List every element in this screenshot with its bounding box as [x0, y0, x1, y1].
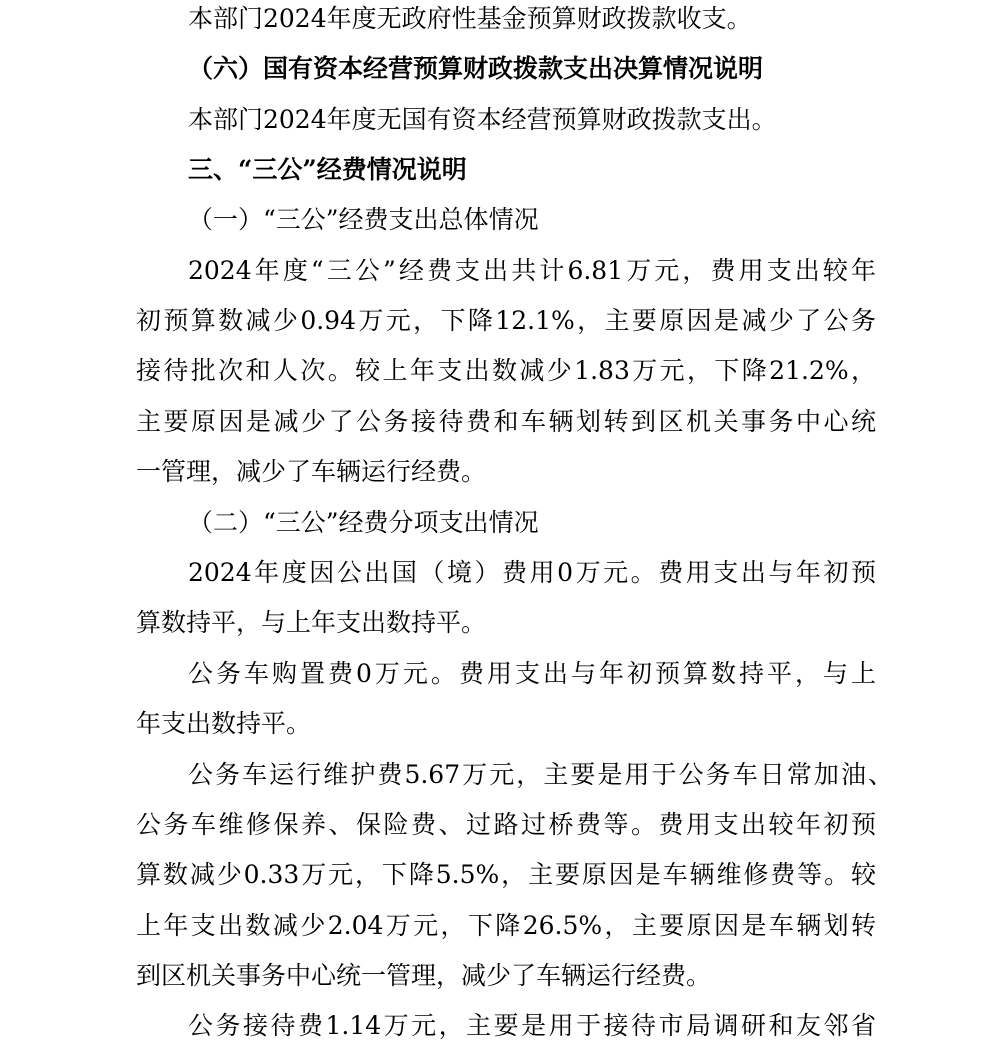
- paragraph-overall-line: 接待批次和人次。较上年支出数减少1.83万元，下降21.2%，: [136, 356, 876, 385]
- paragraph-overall-line: 一管理，减少了车辆运行经费。: [136, 457, 487, 486]
- subheading-state-capital: （六）国有资本经营预算财政拨款支出决算情况说明: [188, 54, 764, 83]
- paragraph-vehicle-purchase-line: 公务车购置费0万元。费用支出与年初预算数持平，与上: [188, 659, 876, 688]
- paragraph-overall-line: 初预算数减少0.94万元，下降12.1%，主要原因是减少了公务: [136, 306, 876, 335]
- subheading-overall: （一）“三公”经费支出总体情况: [188, 205, 539, 234]
- paragraph-overall-line: 主要原因是减少了公务接待费和车辆划转到区机关事务中心统: [136, 407, 876, 436]
- paragraph-vehicle-operation-line: 公务车运行维护费5.67万元，主要是用于公务车日常加油、: [188, 760, 893, 789]
- paragraph-zero-government-fund: 本部门2024年度无政府性基金预算财政拨款收支。: [188, 4, 752, 33]
- paragraph-vehicle-operation-line: 上年支出数减少2.04万元，下降26.5%，主要原因是车辆划转: [136, 911, 876, 940]
- paragraph-vehicle-operation-line: 公务车维修保养、保险费、过路过桥费等。费用支出较年初预: [136, 810, 876, 839]
- subheading-itemized: （二）“三公”经费分项支出情况: [188, 508, 539, 537]
- paragraph-state-capital: 本部门2024年度无国有资本经营预算财政拨款支出。: [188, 105, 777, 134]
- section-heading-three-public: 三、“三公”经费情况说明: [188, 155, 467, 184]
- paragraph-vehicle-purchase-line: 年支出数持平。: [136, 709, 312, 738]
- paragraph-overall-line: 2024年度“三公”经费支出共计6.81万元，费用支出较年: [188, 256, 876, 285]
- paragraph-vehicle-operation-line: 算数减少0.33万元，下降5.5%，主要原因是车辆维修费等。较: [136, 860, 876, 889]
- paragraph-reception-line: 公务接待费1.14万元，主要是用于接待市局调研和友邻省: [188, 1011, 876, 1040]
- paragraph-abroad-line: 算数持平，与上年支出数持平。: [136, 608, 487, 637]
- paragraph-abroad-line: 2024年度因公出国（境）费用0万元。费用支出与年初预: [188, 558, 876, 587]
- paragraph-vehicle-operation-line: 到区机关事务中心统一管理，减少了车辆运行经费。: [136, 961, 712, 990]
